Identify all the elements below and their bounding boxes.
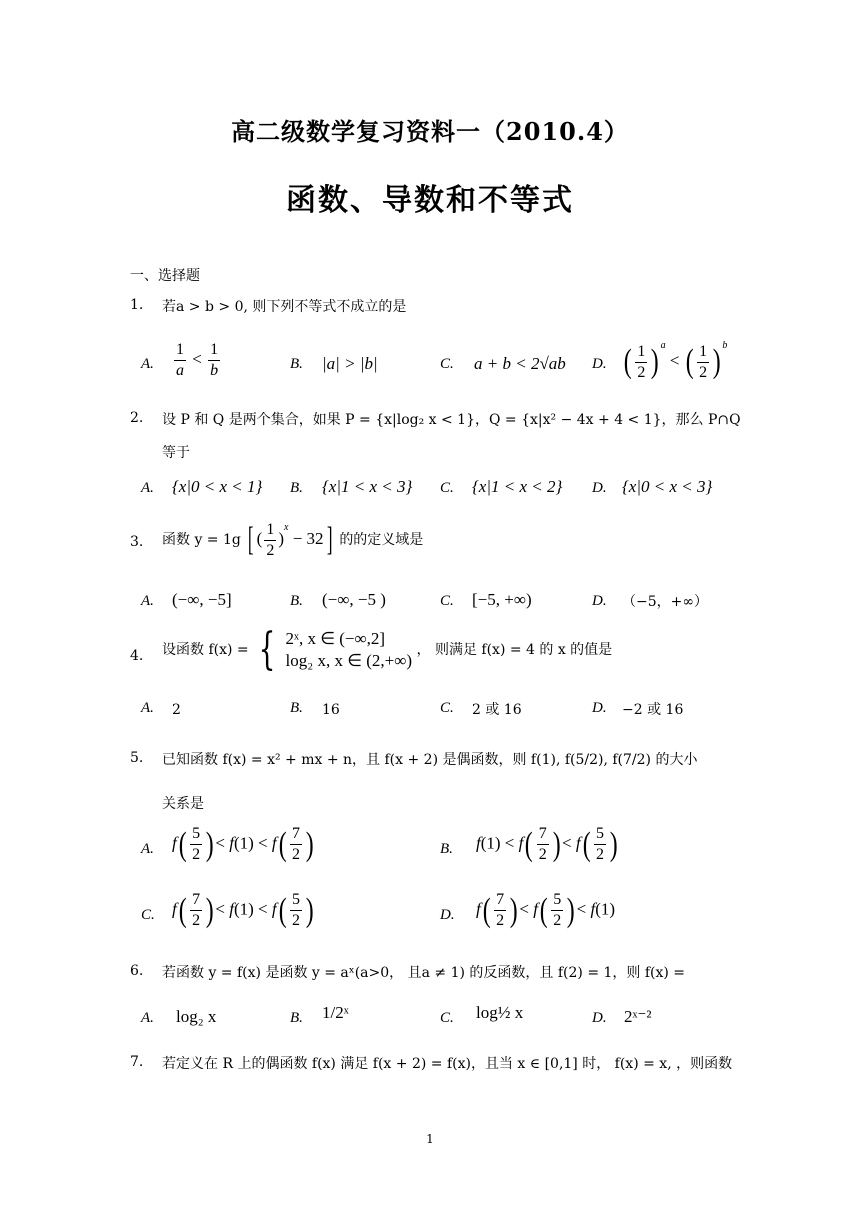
option-label: A. bbox=[141, 480, 154, 496]
question-text: 若函数 y = f(x) 是函数 y = aˣ(a>0， 且a ≠ 1) 的反函数，且 f(2) = 1，则 f(x) = bbox=[162, 965, 686, 981]
option-b: |a| > |b| bbox=[322, 354, 378, 373]
question-text: 若a > b > 0, 则下列不等式不成立的是 bbox=[162, 299, 407, 315]
option-label: C. bbox=[440, 1010, 454, 1026]
question-number: 5. bbox=[130, 750, 144, 766]
option-c: f( $\frac{7}{2}$ )< f(1) < f( $\frac{5}{2}$ ) bbox=[172, 891, 314, 929]
option-b: {x|1 < x < 3} bbox=[322, 477, 413, 496]
option-label: D. bbox=[592, 593, 607, 609]
doc-subtitle: 函数、导数和不等式 bbox=[286, 183, 574, 218]
question-text-suffix: ， 则满足 f(x) = 4 的 x 的值是 bbox=[416, 642, 613, 658]
option-a: 2 bbox=[172, 702, 181, 718]
doc-title: 高二级数学复习资料一（2010.4） bbox=[231, 117, 629, 146]
option-c: {x|1 < x < 2} bbox=[472, 477, 563, 496]
question-number: 6. bbox=[130, 963, 144, 979]
option-label: B. bbox=[290, 480, 303, 496]
option-d: 2ˣ⁻² bbox=[624, 1007, 652, 1026]
question-text-prefix: 设函数 f(x) = bbox=[162, 642, 249, 658]
option-c: a + b < 2√ab bbox=[474, 354, 566, 373]
option-label: D. bbox=[592, 1010, 607, 1026]
question-text: 已知函数 f(x) = x² + mx + n，且 f(x + 2) 是偶函数，则 f(1), f(5/2), f(7/2) 的大小 bbox=[162, 752, 698, 768]
question-number: 1. bbox=[130, 297, 144, 313]
option-a: f( $\frac{5}{2}$ )< f(1) < f( $\frac{7}{2}$ ) bbox=[172, 825, 314, 863]
option-d: （−5，+∞） bbox=[622, 594, 709, 610]
option-label: B. bbox=[290, 700, 303, 716]
option-c: 2 或 16 bbox=[472, 702, 522, 718]
piece-1: 2ˣ, x ∈ (−∞,2] bbox=[285, 629, 386, 648]
question-text-continued: 关系是 bbox=[162, 796, 204, 812]
option-label: D. bbox=[592, 700, 607, 716]
option-a: $\frac{1}{a}$ < $\frac{1}{b}$ bbox=[176, 341, 219, 379]
option-label: D. bbox=[592, 356, 607, 372]
option-label: C. bbox=[440, 356, 454, 372]
option-label: C. bbox=[440, 593, 454, 609]
question-text-suffix: 的的定义域是 bbox=[339, 532, 424, 548]
question-number: 2. bbox=[130, 410, 144, 426]
question-number: 4. bbox=[130, 648, 144, 664]
option-label: D. bbox=[440, 907, 455, 923]
option-label: C. bbox=[440, 700, 454, 716]
question-number: 3. bbox=[130, 534, 144, 550]
option-label: C. bbox=[141, 907, 155, 923]
option-label: A. bbox=[141, 700, 154, 716]
question-text-continued: 等于 bbox=[162, 445, 190, 461]
option-label: B. bbox=[290, 593, 303, 609]
option-c: [−5, +∞) bbox=[472, 590, 532, 609]
option-d: {x|0 < x < 3} bbox=[622, 477, 713, 496]
option-label: B. bbox=[290, 1010, 303, 1026]
option-label: A. bbox=[141, 841, 154, 857]
option-label: B. bbox=[440, 841, 453, 857]
piece-2: log₂ x, x ∈ (2,+∞) bbox=[285, 651, 413, 670]
option-d: f( $\frac{7}{2}$ )< f( $\frac{5}{2}$ )< f(1) bbox=[476, 891, 616, 929]
question-text-prefix: 函数 y = 1g bbox=[162, 532, 241, 548]
option-a: log₂ x bbox=[176, 1007, 217, 1026]
option-b: 1/2ˣ bbox=[322, 1003, 349, 1022]
option-d: ( $\frac{1}{2}$ ) $^a$ < ( $\frac{1}{2}$ ) $^b$ bbox=[623, 340, 728, 381]
option-d: −2 或 16 bbox=[622, 702, 684, 718]
option-b: 16 bbox=[322, 702, 340, 718]
option-a: (−∞, −5] bbox=[172, 590, 232, 609]
option-c: log½ x bbox=[476, 1003, 524, 1022]
question-text: 函数 y = 1g [ ( $\frac{1}{2}$ )$^x$ − 32] 的的定义域是 bbox=[162, 520, 424, 559]
option-label: A. bbox=[141, 356, 154, 372]
page-number: 1 bbox=[426, 1132, 434, 1146]
option-b: (−∞, −5 ) bbox=[322, 590, 386, 609]
option-label: B. bbox=[290, 356, 303, 372]
question-text: 设 P 和 Q 是两个集合，如果 P = {x|log₂ x < 1}，Q = {x|x² − 4x + 4 < 1}，那么 P∩Q bbox=[162, 412, 741, 428]
question-text: 设函数 f(x) = { 2ˣ, x ∈ (−∞,2] log₂ x, x ∈ (2,+∞) ， 则满足 f(x) = 4 的 x 的值是 bbox=[162, 624, 613, 675]
section-heading: 一、选择题 bbox=[130, 268, 200, 284]
option-label: A. bbox=[141, 593, 154, 609]
option-label: D. bbox=[592, 480, 607, 496]
option-label: A. bbox=[141, 1010, 154, 1026]
option-label: C. bbox=[440, 480, 454, 496]
option-a: {x|0 < x < 1} bbox=[172, 477, 263, 496]
question-text: 若定义在 R 上的偶函数 f(x) 满足 f(x + 2) = f(x)，且当 x ∈ [0,1] 时， f(x) = x, ，则函数 bbox=[162, 1056, 733, 1072]
option-b: f(1) < f( $\frac{7}{2}$ )< f( $\frac{5}{2}$ ) bbox=[476, 825, 618, 863]
question-number: 7. bbox=[130, 1054, 144, 1070]
